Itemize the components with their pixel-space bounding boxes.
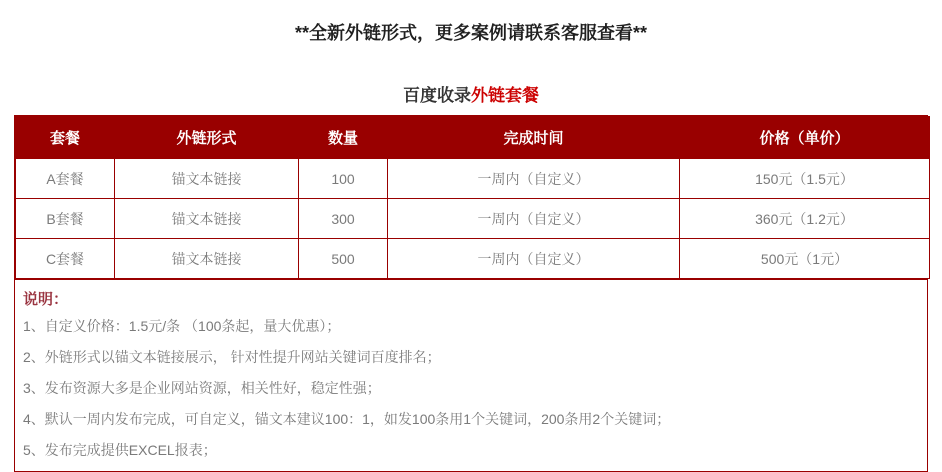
- column-header-quantity: 数量: [299, 117, 388, 159]
- cell-quantity: 100: [299, 159, 388, 199]
- column-header-time: 完成时间: [388, 117, 680, 159]
- cell-time: 一周内（自定义）: [388, 199, 680, 239]
- column-header-package: 套餐: [16, 117, 115, 159]
- cell-link-type: 锚文本链接: [115, 239, 299, 279]
- cell-quantity: 500: [299, 239, 388, 279]
- table-row: [16, 159, 930, 199]
- cell-price: 150元（1.5元）: [680, 159, 930, 199]
- cell-price: 500元（1元）: [680, 239, 930, 279]
- cell-price: 360元（1.2元）: [680, 199, 930, 239]
- cell-package: B套餐: [16, 199, 115, 239]
- cell-link-type: 锚文本链接: [115, 159, 299, 199]
- cell-link-type: 锚文本链接: [115, 199, 299, 239]
- pricing-table: [15, 116, 930, 279]
- pricing-box: [14, 115, 928, 472]
- title-highlight: 外链套餐: [471, 86, 539, 105]
- column-header-price: 价格（单价）: [680, 117, 930, 159]
- table-row: [16, 239, 930, 279]
- cell-time: 一周内（自定义）: [388, 239, 680, 279]
- cell-package: A套餐: [16, 159, 115, 199]
- note-item: 3、发布资源大多是企业网站资源，相关性好，稳定性强；: [23, 380, 381, 396]
- note-item: 1、自定义价格：1.5元/条 （100条起，量大优惠）；: [23, 318, 341, 334]
- cell-quantity: 300: [299, 199, 388, 239]
- notes-section: [15, 279, 927, 471]
- top-banner-text: **全新外链形式，更多案例请联系客服查看**: [294, 23, 648, 43]
- title-prefix: 百度收录: [403, 86, 471, 105]
- table-header-row: [16, 117, 930, 159]
- note-item: 5、发布完成提供EXCEL报表；: [23, 442, 217, 458]
- table-row: [16, 199, 930, 239]
- notes-heading: 说明：: [23, 291, 69, 308]
- note-item: 4、默认一周内发布完成，可自定义，锚文本建议100：1，如发100条用1个关键词，200条用2个关键词；: [23, 411, 671, 427]
- cell-time: 一周内（自定义）: [388, 159, 680, 199]
- page-title: [0, 81, 942, 106]
- cell-package: C套餐: [16, 239, 115, 279]
- column-header-link-type: 外链形式: [115, 117, 299, 159]
- note-item: 2、外链形式以锚文本链接展示， 针对性提升网站关键词百度排名；: [23, 349, 441, 365]
